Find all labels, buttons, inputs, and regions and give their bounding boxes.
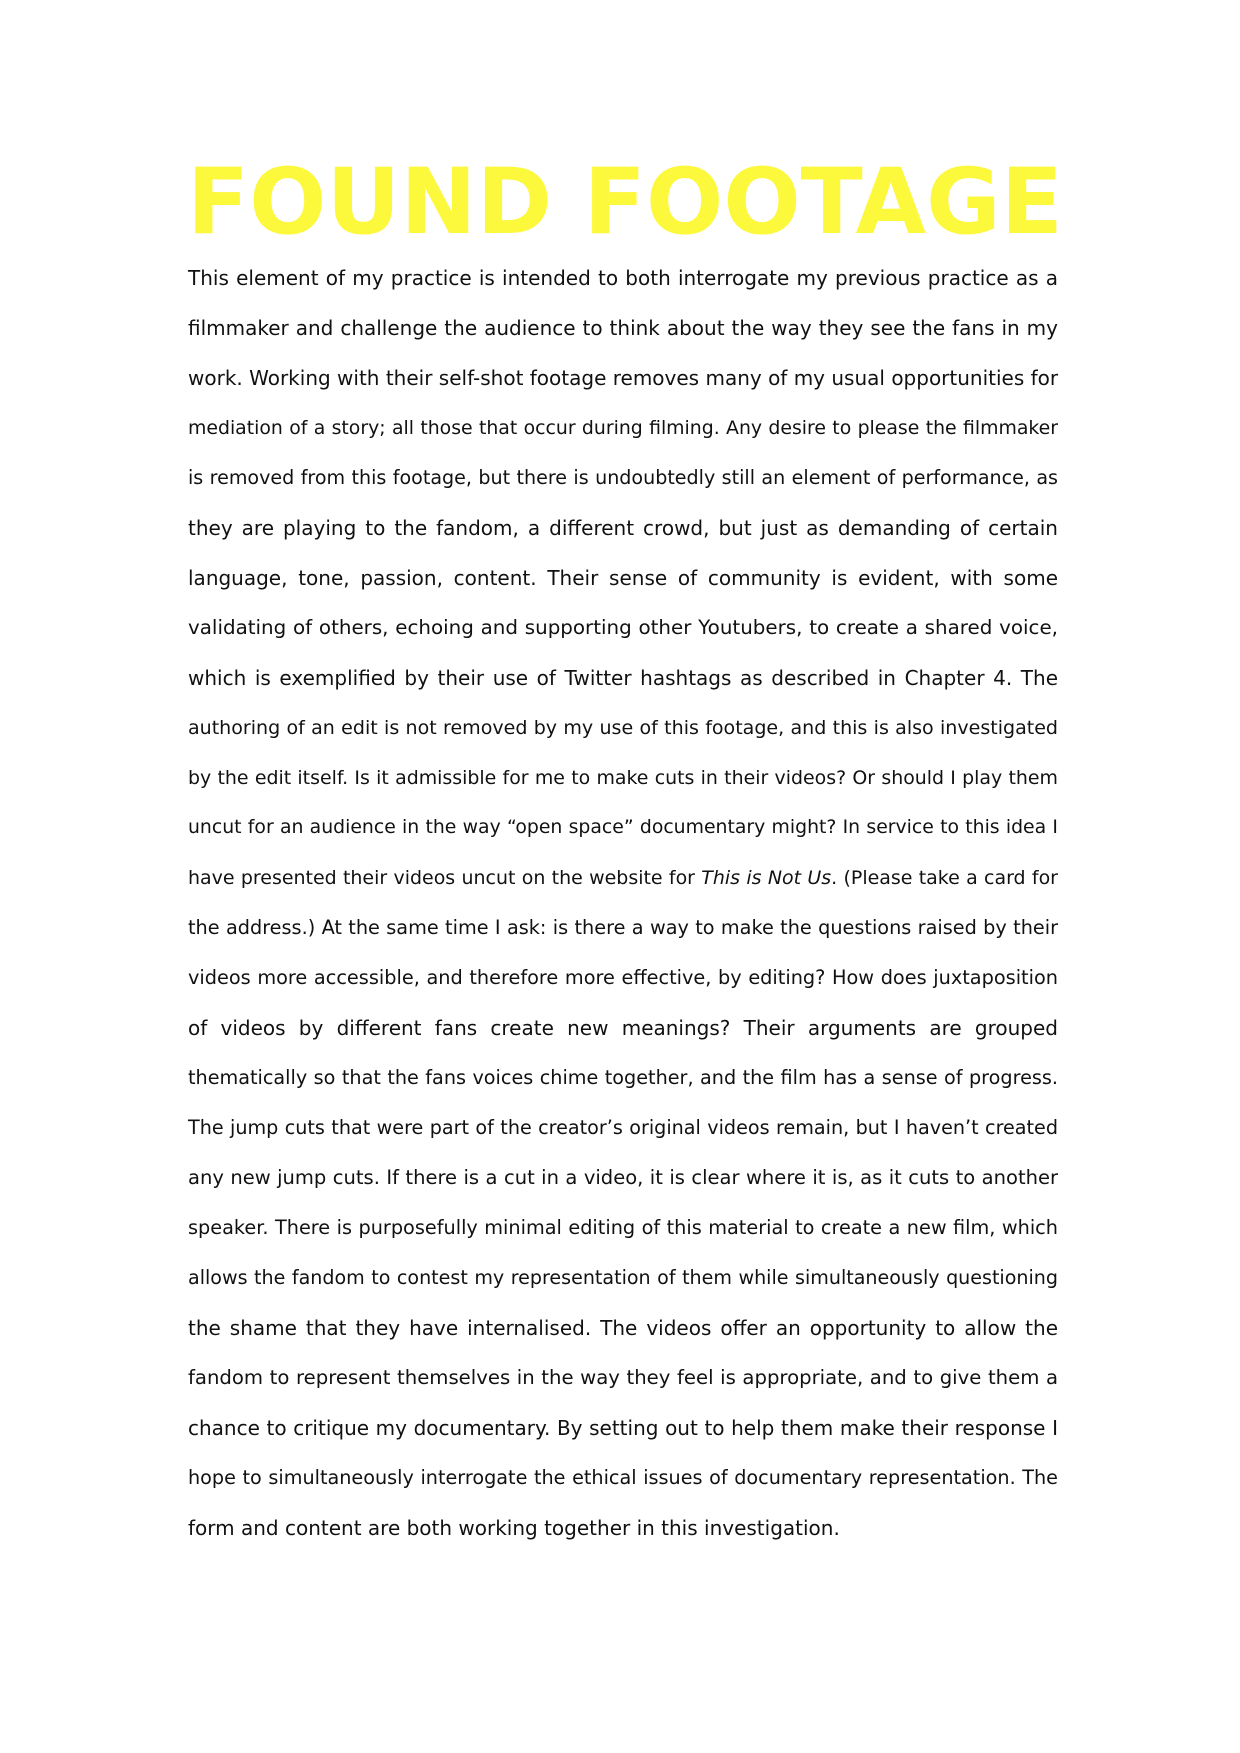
body-line <box>188 603 1058 653</box>
body-line <box>188 1503 1058 1553</box>
body-text-segment: videos more accessible, and therefore more effective, by editing? How does juxtaposition <box>188 966 1058 989</box>
body-line <box>188 503 1058 553</box>
body-line <box>188 453 1058 503</box>
body-line <box>188 1303 1058 1353</box>
body-line <box>188 653 1058 703</box>
body-text-segment: fandom to represent themselves in the way they feel is appropriate, and to give them a <box>188 1366 1058 1389</box>
body-text-segment: work. Working with their self-shot footage removes many of my usual opportunities for <box>188 366 1059 390</box>
body-line <box>188 1003 1058 1053</box>
body-text-segment: language, tone, passion, content. Their sense of community is evident, with some <box>188 566 1058 590</box>
body-text-segment: they are playing to the fandom, a different crowd, but just as demanding of certain <box>188 516 1058 540</box>
body-text-segment: validating of others, echoing and supporting other Youtubers, to create a shared voice, <box>188 616 1058 639</box>
body-text-segment: which is exemplified by their use of Twitter hashtags as described in Chapter 4. The <box>188 666 1058 690</box>
body-line <box>188 403 1058 453</box>
body-text-segment: . (Please take a card for <box>831 867 1058 889</box>
body-line <box>188 753 1058 803</box>
body-line <box>188 553 1058 603</box>
body-text-segment: the address.) At the same time I ask: is there a way to make the questions raised by their <box>188 916 1058 939</box>
page-title: FOUND FOOTAGE <box>187 150 1063 255</box>
body-text-segment: uncut for an audience in the way “open space” documentary might? In service to this idea I <box>188 817 1058 838</box>
body-line <box>188 253 1058 303</box>
italic-title-text: This is Not Us <box>701 867 832 889</box>
body-line <box>188 303 1058 353</box>
body-line <box>188 1203 1058 1253</box>
body-line <box>188 903 1058 953</box>
body-text-segment: of videos by different fans create new meanings? Their arguments are grouped <box>188 1016 1058 1040</box>
body-line <box>188 1153 1058 1203</box>
body-line <box>188 1053 1058 1103</box>
body-text-segment: allows the fandom to contest my representation of them while simultaneously questioning <box>188 1267 1058 1289</box>
body-line <box>188 1253 1058 1303</box>
body-line <box>188 1103 1058 1153</box>
body-line <box>188 703 1058 753</box>
body-text-segment: thematically so that the fans voices chime together, and the film has a sense of progress. <box>188 1066 1058 1089</box>
body-paragraph <box>188 253 1058 1553</box>
body-line <box>188 1453 1058 1503</box>
body-text-segment: is removed from this footage, but there is undoubtedly still an element of performance, as <box>188 466 1058 489</box>
body-text-segment: The jump cuts that were part of the creator’s original videos remain, but I haven’t created <box>188 1116 1058 1139</box>
body-text-segment: chance to critique my documentary. By setting out to help them make their response I <box>188 1416 1058 1440</box>
body-line <box>188 953 1058 1003</box>
body-line <box>188 853 1058 903</box>
body-line <box>188 803 1058 853</box>
body-line <box>188 1403 1058 1453</box>
body-text-segment: mediation of a story; all those that occur during filming. Any desire to please the filmmaker <box>188 417 1058 439</box>
body-text-segment: the shame that they have internalised. The videos offer an opportunity to allow the <box>188 1316 1058 1340</box>
body-text-segment: have presented their videos uncut on the website for <box>188 867 702 889</box>
body-text-segment: any new jump cuts. If there is a cut in a video, it is clear where it is, as it cuts to another <box>188 1166 1058 1189</box>
body-text-segment: filmmaker and challenge the audience to think about the way they see the fans in my <box>188 316 1058 340</box>
body-text-segment: hope to simultaneously interrogate the ethical issues of documentary representation. The <box>188 1466 1058 1489</box>
body-text-segment: This element of my practice is intended to both interrogate my previous practice as a <box>188 266 1058 290</box>
body-line <box>188 353 1058 403</box>
body-text-segment: form and content are both working together in this investigation. <box>188 1516 840 1540</box>
body-line <box>188 1353 1058 1403</box>
body-text-segment: authoring of an edit is not removed by my use of this footage, and this is also investigated <box>188 717 1058 739</box>
body-text-segment: speaker. There is purposefully minimal editing of this material to create a new film, which <box>188 1216 1058 1239</box>
body-text-segment: by the edit itself. Is it admissible for me to make cuts in their videos? Or should I play them <box>188 767 1058 789</box>
